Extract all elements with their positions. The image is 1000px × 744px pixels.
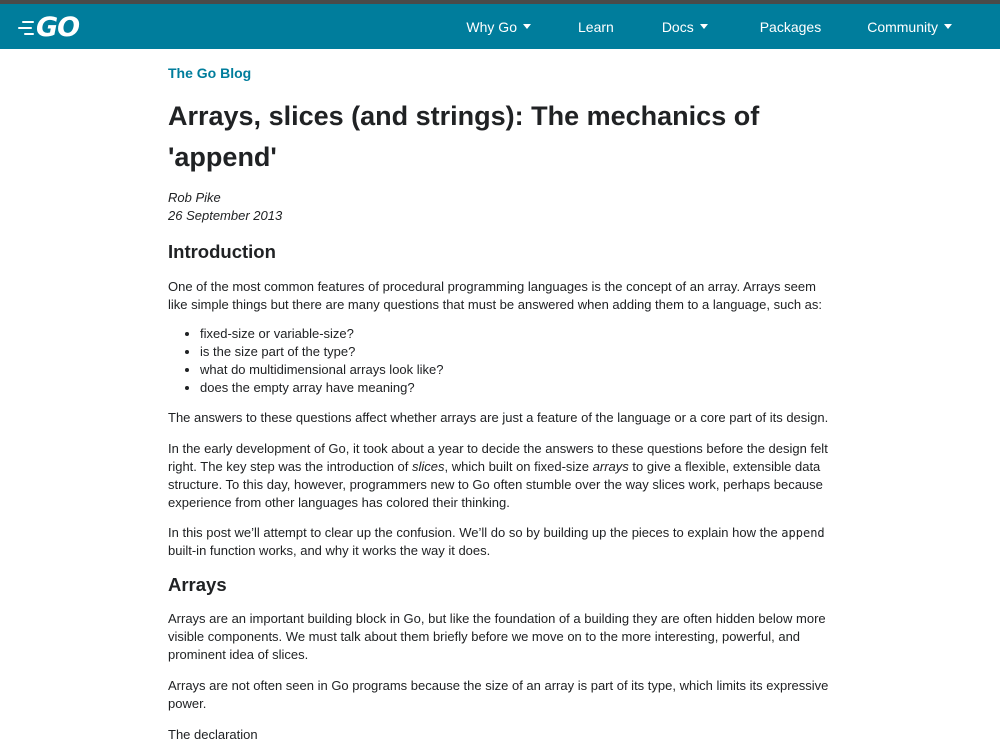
author-name: Rob Pike bbox=[168, 190, 221, 205]
speed-lines-icon bbox=[18, 19, 34, 37]
nav-why-go-label: Why Go bbox=[466, 18, 517, 35]
site-header bbox=[0, 4, 1000, 49]
list-item: • does the empty array have meaning? bbox=[200, 379, 832, 397]
text-run: to give a flexible, extensible data structure. To this day, however, programmers new to Go often stumble over the way slices work, perhaps because experience from other languages has colored their thinking. bbox=[168, 459, 823, 510]
text-run: In the early development of Go, it took about a year to decide the answers to these questions before the design felt right. The key step was the introduction of bbox=[168, 441, 828, 474]
paragraph: Arrays are not often seen in Go programs because the size of an array is part of its type, which limits its expressive power. bbox=[168, 678, 829, 711]
nav-docs[interactable] bbox=[662, 19, 708, 35]
nav-packages-label: Packages bbox=[759, 18, 822, 35]
list-item: • what do multidimensional arrays look like? bbox=[200, 361, 832, 379]
nav-packages[interactable] bbox=[760, 19, 821, 35]
main-nav bbox=[466, 4, 1000, 49]
question-list bbox=[168, 325, 832, 397]
article-title-line1: Arrays, slices (and strings): The mechanics of bbox=[168, 101, 760, 131]
nav-community[interactable] bbox=[867, 19, 952, 35]
emphasis-slices: slices bbox=[412, 459, 445, 474]
emphasis-arrays: arrays bbox=[592, 459, 629, 474]
chevron-down-icon bbox=[700, 24, 708, 29]
paragraph: Arrays are an important building block in Go, but like the foundation of a building they are often hidden below more visible components. We must talk about them briefly before we move on to the more interesting, powerful, and prominent idea of slices. bbox=[168, 611, 826, 662]
paragraph: One of the most common features of procedural programming languages is the concept of an array. Arrays seem like simple things but there are many questions that must be answered when adding them to a language, such as: bbox=[168, 279, 822, 312]
text-run: built-in function works, and why it works the way it does. bbox=[168, 543, 491, 558]
text-run: , which built on fixed-size bbox=[444, 459, 593, 474]
article-title-line2: 'append' bbox=[168, 142, 277, 172]
go-logo-text: GO bbox=[36, 12, 80, 43]
go-logo-link[interactable] bbox=[18, 12, 80, 43]
list-item: • is the size part of the type? bbox=[200, 343, 832, 361]
paragraph: The declaration bbox=[168, 727, 258, 742]
section-heading-arrays: Arrays bbox=[168, 574, 227, 595]
nav-community-label: Community bbox=[867, 18, 938, 35]
article bbox=[168, 49, 832, 744]
paragraph bbox=[168, 440, 832, 512]
text-run: In this post we’ll attempt to clear up the confusion. We’ll do so by building up the pieces to explain how the bbox=[168, 525, 782, 540]
nav-docs-label: Docs bbox=[661, 18, 694, 35]
list-item: • fixed-size or variable-size? bbox=[200, 325, 832, 343]
paragraph bbox=[168, 524, 832, 560]
publish-date: 26 September 2013 bbox=[168, 208, 283, 223]
nav-learn[interactable] bbox=[578, 19, 614, 35]
section-heading-introduction: Introduction bbox=[168, 241, 276, 262]
chevron-down-icon bbox=[944, 24, 952, 29]
paragraph: The answers to these questions affect whether arrays are just a feature of the language or a core part of its design. bbox=[168, 410, 829, 425]
chevron-down-icon bbox=[523, 24, 531, 29]
nav-why-go[interactable] bbox=[466, 19, 531, 35]
code-append: append bbox=[781, 526, 825, 540]
nav-learn-label: Learn bbox=[578, 18, 614, 35]
blog-home-link[interactable]: The Go Blog bbox=[168, 65, 252, 81]
article-title bbox=[168, 96, 832, 178]
article-byline bbox=[168, 189, 832, 225]
